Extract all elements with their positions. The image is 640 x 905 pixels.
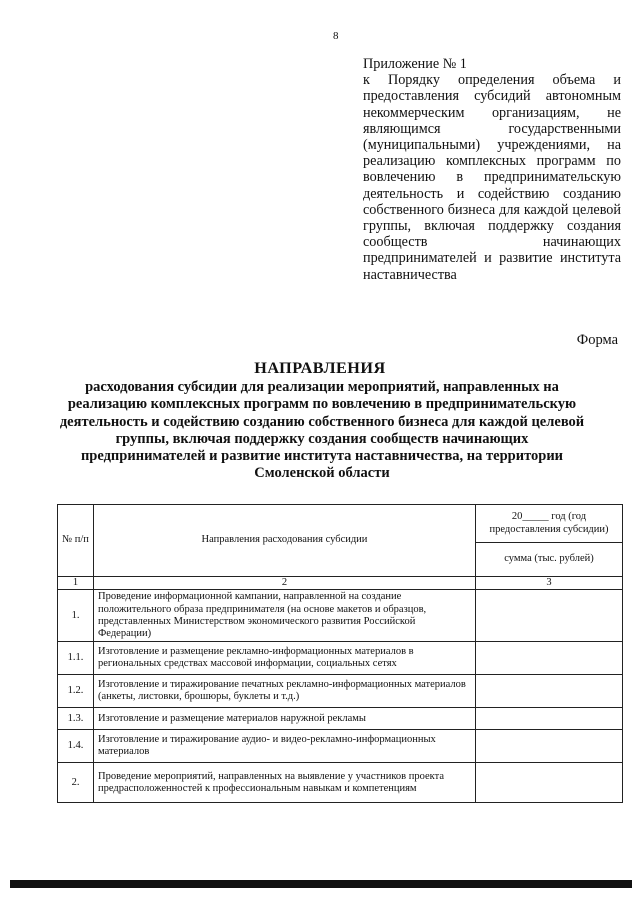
appendix-block	[363, 56, 621, 283]
form-label: Форма	[576, 332, 618, 348]
row-text: Изготовление и тиражирование печатных рекламно-информационных материалов (анкеты, листовки, брошюры, буклеты и т.д.)	[94, 675, 476, 708]
header-num: № п/п	[58, 505, 94, 577]
row-value[interactable]	[476, 763, 623, 803]
row-value[interactable]	[476, 708, 623, 730]
document-title: НАПРАВЛЕНИЯ	[254, 359, 386, 377]
appendix-title: Приложение № 1	[363, 56, 467, 72]
row-num: 1.4.	[58, 730, 94, 763]
table-row	[58, 708, 623, 730]
column-number: 2	[94, 577, 476, 590]
row-num: 1.3.	[58, 708, 94, 730]
row-num: 2.	[58, 763, 94, 803]
column-number-row	[58, 577, 623, 590]
table-header-row	[58, 505, 623, 543]
table-row	[58, 590, 623, 642]
row-text: Проведение информационной кампании, направленной на создание положительного образа предпринимателя (на основе макетов и образцов, представленных Министерством экономического развития Российской Федерации)	[94, 590, 476, 642]
column-number: 1	[58, 577, 94, 590]
row-value[interactable]	[476, 730, 623, 763]
row-text: Изготовление и размещение материалов наружной рекламы	[94, 708, 476, 730]
row-text: Изготовление и размещение рекламно-информационных материалов в региональных средствах массовой информации, социальных сетях	[94, 642, 476, 675]
row-num: 1.1.	[58, 642, 94, 675]
table-row	[58, 730, 623, 763]
row-value[interactable]	[476, 642, 623, 675]
row-num: 1.	[58, 590, 94, 642]
appendix-text: к Порядку определения объема и предоставления субсидий автономным некоммерческим организациям, не являющимся государственными (муниципальными) учреждениями, на реализацию комплексных программ по вовлечению в предпринимательскую деятельность и содействию созданию собственного бизнеса для каждой целевой группы, включая поддержку создания сообществ начинающих предпринимателей и развитие института наставничества	[363, 72, 621, 283]
table-row	[58, 763, 623, 803]
scan-edge-bar	[10, 880, 632, 888]
row-value[interactable]	[476, 590, 623, 642]
row-value[interactable]	[476, 675, 623, 708]
table-row	[58, 675, 623, 708]
page-number: 8	[333, 30, 339, 42]
header-year: 20_____ год (год предоставления субсидии)	[476, 505, 623, 543]
table-row	[58, 642, 623, 675]
document-subtitle: расходования субсидии для реализации мероприятий, направленных на реализацию комплексных программ по вовлечению в предпринимательскую деятельность и содействию созданию собственного бизнеса для каждой целевой группы, включая поддержку создания сообществ начинающих предпринимателей и развитие института наставничества, на территории Смоленской области	[59, 379, 585, 482]
row-text: Изготовление и тиражирование аудио- и видео-рекламно-информационных материалов	[94, 730, 476, 763]
header-sum: сумма (тыс. рублей)	[476, 543, 623, 577]
column-number: 3	[476, 577, 623, 590]
expenditure-table	[57, 504, 623, 803]
header-direction: Направления расходования субсидии	[94, 505, 476, 577]
row-num: 1.2.	[58, 675, 94, 708]
row-text: Проведение мероприятий, направленных на выявление у участников проекта предрасположенностей к профессиональным навыкам и компетенциям	[94, 763, 476, 803]
